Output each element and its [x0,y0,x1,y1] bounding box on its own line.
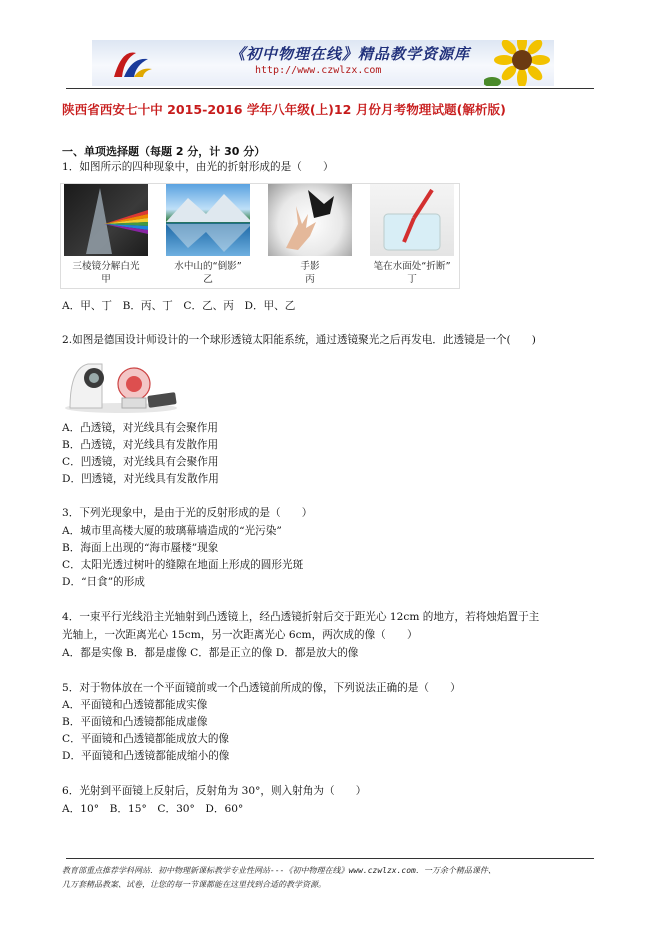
question-3-option-b: B．海面上出现的“海市蜃楼”现象 [62,542,219,554]
question-5-option-a: A．平面镜和凸透镜都能成实像 [62,699,208,711]
question-2-option-a: A．凸透镜，对光线具有会聚作用 [62,422,218,434]
prism-image [64,184,148,256]
question-5-option-b: B．平面镜和凸透镜都能成虚像 [62,716,208,728]
question-3-option-d: D．“日食”的形成 [62,576,145,588]
question-4-options: A．都是实像 B．都是虚像 C．都是正立的像 D．都是放大的像 [62,647,359,659]
question-1-stem: 1．如图所示的四种现象中，由光的折射形成的是（ ） [62,161,334,173]
solar-lens-image [62,354,180,414]
question-3-option-c: C．太阳光透过树叶的缝隙在地面上形成的圆形光斑 [62,559,304,571]
question-2-option-d: D．凹透镜，对光线具有发散作用 [62,473,219,485]
question-4-stem-line-2: 光轴上，一次距离光心 15cm，另一次距离光心 6cm，两次成的像（ ） [62,629,418,641]
question-2-option-c: C．凹透镜，对光线具有会聚作用 [62,456,219,468]
caption-prism: 三棱镜分解白光 甲 [72,261,140,285]
section-heading: 一、单项选择题（每题 2 分，计 30 分） [62,145,266,158]
document-title: 陕西省西安七十中 2015-2016 学年八年级(上)12 月份月考物理试题(解析版) [62,102,506,117]
site-logo-icon [110,43,154,83]
question-3-option-a: A．城市里高楼大厦的玻璃幕墙造成的“光污染” [62,525,282,537]
question-2-option-b: B．凸透镜，对光线具有发散作用 [62,439,219,451]
footer-line-2: 几万套精品教案、试卷，让您的每一节课都能在这里找到合适的教学资源。 [62,880,326,889]
question-1-options: A．甲、丁 B．丙、丁 C．乙、丙 D．甲、乙 [62,300,296,312]
question-5-option-c: C．平面镜和凸透镜都能成放大的像 [62,733,230,745]
banner-title: 《初中物理在线》精品教学资源库 [230,45,471,63]
bent-pencil-image [370,184,454,256]
header-banner [92,40,554,86]
banner-url: http://www.czwlzx.com [255,65,382,76]
footer-line-1: 教育部重点推荐学科网站．初中物理新课标教学专业性网站---《初中物理在线》www.czwlzx.com．一万余个精品课件、 [62,866,496,875]
question-5-stem: 5．对于物体放在一个平面镜前或一个凸透镜前所成的像，下列说法正确的是（ ） [62,682,461,694]
question-6-stem: 6．光射到平面镜上反射后，反射角为 30°，则入射角为（ ） [62,785,367,797]
question-4-stem-line-1: 4．一束平行光线沿主光轴射到凸透镜上，经凸透镜折射后交于距光心 12cm 的地方，若将烛焰置于主 [62,611,540,623]
question-5-option-d: D．平面镜和凸透镜都能成缩小的像 [62,750,230,762]
caption-bent-pencil: 笔在水面处“折断” 丁 [373,261,451,285]
header-rule [66,88,594,89]
question-2-stem: 2.如图是德国设计师设计的一个球形透镜太阳能系统，通过透镜聚光之后再发电．此透镜是一个( ) [62,334,536,346]
caption-hand-shadow: 手影 丙 [300,261,320,285]
mountain-reflection-image [166,184,250,256]
question-3-stem: 3．下列光现象中，是由于光的反射形成的是（ ） [62,507,313,519]
question-6-options: A．10° B．15° C．30° D．60° [62,803,244,815]
footer-rule [66,858,594,859]
sunflower-icon [484,40,554,86]
caption-reflection: 水中山的“倒影” 乙 [174,261,242,285]
hand-shadow-image [268,184,352,256]
